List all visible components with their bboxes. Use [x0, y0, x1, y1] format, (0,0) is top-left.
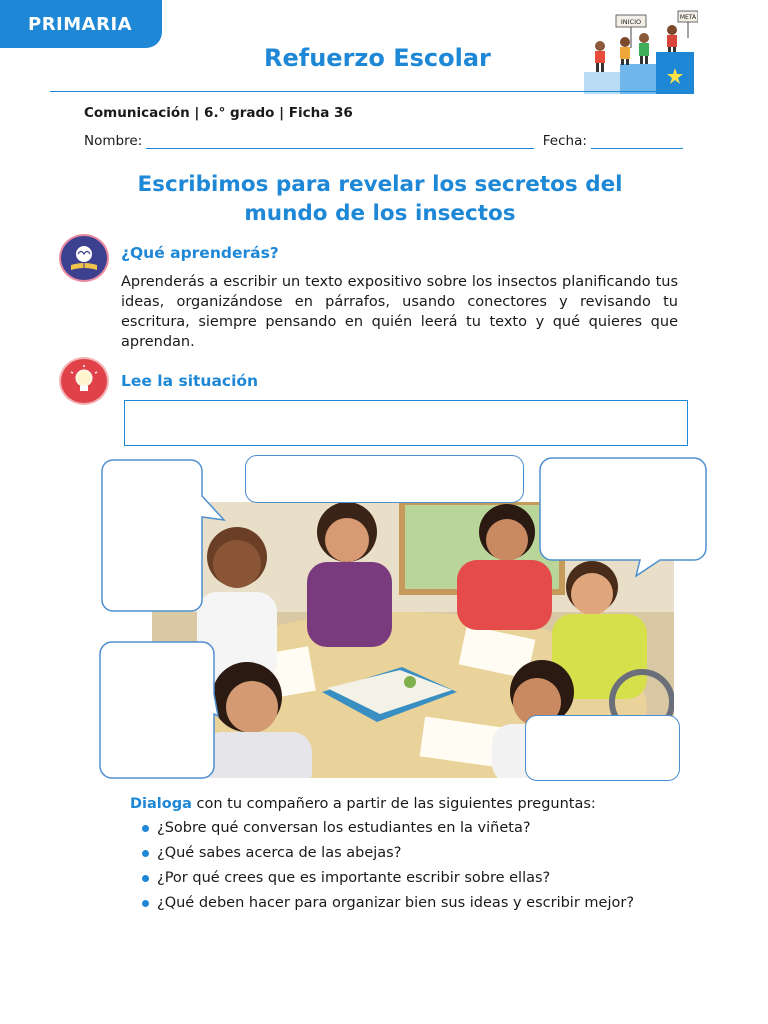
subject-line: Comunicación | 6.° grado | Ficha 36 — [84, 105, 353, 121]
page-title — [110, 170, 650, 228]
section-learn-text: Aprenderás a escribir un texto expositivo sobre los insectos planificando tus ideas, organizándose en párrafos, usando conectores y revisando tu escritura, siempre pensando en quién leerá tu texto y qué quieres que aprendan. — [121, 274, 678, 350]
list-item: ¿Por qué crees que es importante escribir sobre ellas? — [140, 868, 678, 888]
dialog-intro-rest: con tu compañero a partir de las siguientes preguntas: — [191, 796, 596, 812]
name-label: Nombre: — [84, 133, 143, 149]
question-list — [140, 818, 678, 918]
list-item: ¿Qué deben hacer para organizar bien sus ideas y escribir mejor? — [140, 893, 678, 913]
speech-bubble-4[interactable] — [98, 640, 220, 782]
dialog-intro — [130, 796, 596, 812]
title-line-1: Escribimos para revelar los secretos del — [137, 172, 623, 197]
title-line-2: mundo de los insectos — [244, 201, 516, 226]
situation-text-box[interactable] — [124, 400, 688, 446]
name-field[interactable] — [146, 148, 534, 149]
section-situation-title: Lee la situación — [121, 372, 259, 390]
speech-bubble-5[interactable] — [525, 715, 680, 781]
level-badge: PRIMARIA — [0, 0, 162, 48]
header-divider — [50, 91, 694, 92]
speech-bubble-2[interactable] — [245, 455, 524, 503]
brain-book-icon — [59, 234, 109, 282]
name-date-line — [84, 133, 683, 149]
section-learn-title: ¿Qué aprenderás? — [121, 244, 279, 262]
lightbulb-icon — [59, 357, 109, 405]
date-label: Fecha: — [542, 133, 587, 149]
goal-sign-text: META — [679, 14, 697, 21]
podium-illustration — [582, 8, 698, 96]
list-item: ¿Qué sabes acerca de las abejas? — [140, 843, 678, 863]
start-sign-text: INICIO — [620, 18, 642, 26]
speech-bubble-1[interactable] — [100, 458, 230, 618]
date-field[interactable] — [591, 148, 683, 149]
dialog-intro-bold: Dialoga — [130, 796, 192, 812]
brand-title: Refuerzo Escolar — [264, 44, 491, 72]
list-item: ¿Sobre qué conversan los estudiantes en la viñeta? — [140, 818, 678, 838]
speech-bubble-3[interactable] — [538, 456, 708, 578]
